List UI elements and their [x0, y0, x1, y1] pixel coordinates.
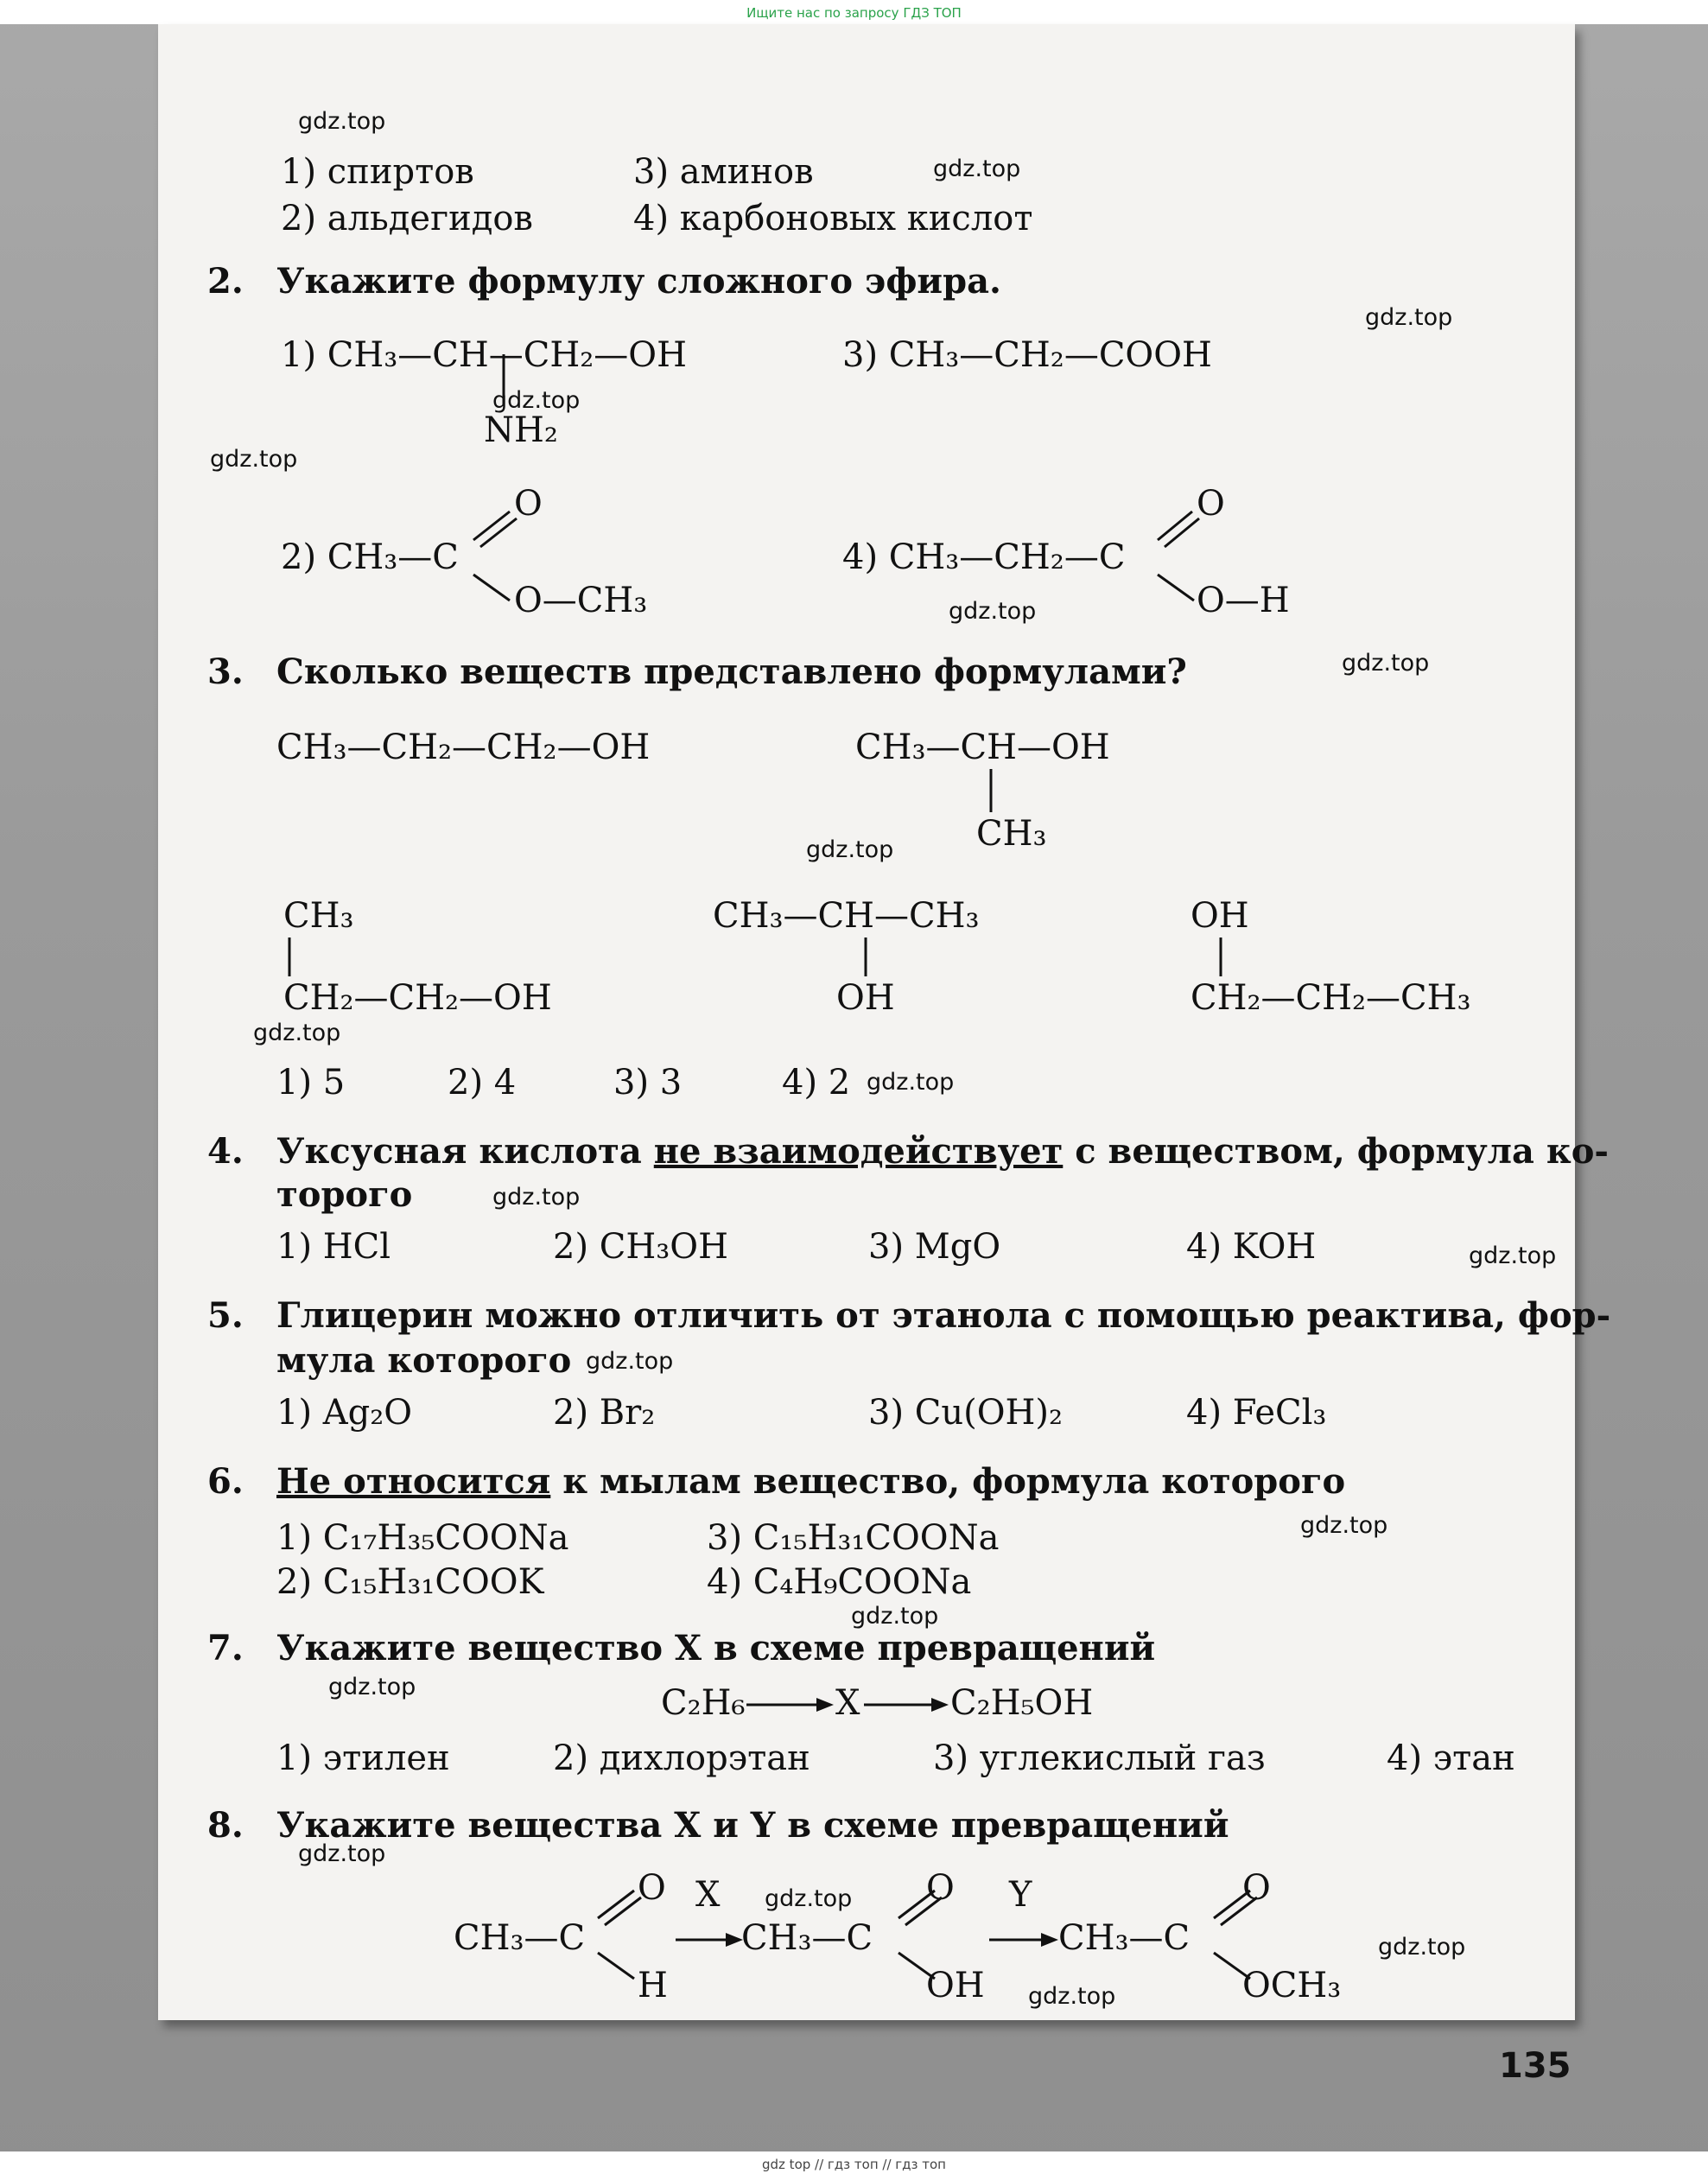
- q8-molecule-3-O: O: [1242, 1868, 1271, 1908]
- q8-text: Укажите вещества X и Y в схеме превращений: [276, 1805, 1229, 1846]
- watermark: gdz.top: [933, 156, 1021, 182]
- q8-label-x: X: [695, 1875, 721, 1915]
- q2-option-1: 1) CH₃—CH—CH₂—OH: [281, 335, 687, 375]
- bond-q2-o4-double-b: [1165, 518, 1199, 547]
- q5-option-3: 3) Cu(OH)₂: [868, 1393, 1064, 1433]
- arrowhead-q7-1: [816, 1698, 834, 1712]
- q5-text-line2: мула которого: [276, 1340, 572, 1381]
- watermark: gdz.top: [765, 1885, 853, 1912]
- q8-molecule-2-tail: OH: [926, 1966, 985, 2005]
- q1-option-1: 1) спиртов: [281, 152, 474, 192]
- arrowhead-q8-x: [726, 1933, 743, 1947]
- watermark: gdz.top: [492, 387, 581, 414]
- q7-scheme-x: X: [835, 1683, 860, 1723]
- q8-molecule-2: CH₃—C: [741, 1918, 873, 1958]
- q4-option-2: 2) CH₃OH: [553, 1227, 728, 1267]
- q4-text-b: с веществом, формула ко-: [1063, 1131, 1609, 1172]
- q6-text: [276, 1462, 1345, 1502]
- watermark: gdz.top: [492, 1184, 581, 1211]
- q7-text: Укажите вещество X в схеме превращений: [276, 1628, 1156, 1668]
- watermark: gdz.top: [1028, 1983, 1116, 2010]
- q2-option-4: 4) CH₃—CH₂—C: [842, 537, 1126, 577]
- q3-option-2: 2) 4: [448, 1063, 517, 1103]
- q3-formula-2: CH₃—CH—OH: [855, 728, 1110, 767]
- q8-molecule-1-O: O: [638, 1868, 666, 1908]
- bond-q2-o2-single: [473, 575, 510, 601]
- q2-option-3: 3) CH₃—CH₂—COOH: [842, 335, 1212, 375]
- q6-option-2: 2) C₁₅H₃₁COOK: [276, 1562, 544, 1602]
- q7-scheme-end: C₂H₅OH: [950, 1683, 1094, 1723]
- q4-option-1: 1) HCl: [276, 1227, 391, 1267]
- footer-note: gdz top // гдз топ // гдз топ: [762, 2157, 946, 2172]
- page-number: 135: [1499, 2046, 1571, 2086]
- watermark: gdz.top: [586, 1348, 674, 1375]
- watermark: gdz.top: [1342, 650, 1430, 677]
- watermark: gdz.top: [328, 1674, 416, 1700]
- watermark: gdz.top: [210, 446, 298, 473]
- q8-molecule-3: CH₃—C: [1058, 1918, 1191, 1958]
- q4-text-underlined: не взаимодействует: [653, 1131, 1064, 1172]
- q7-option-2: 2) дихлорэтан: [553, 1738, 810, 1778]
- arrowhead-q8-y: [1041, 1933, 1058, 1947]
- q3-text: Сколько веществ представлено формулами?: [276, 651, 1187, 692]
- q6-option-4: 4) C₄H₉COONa: [707, 1562, 972, 1602]
- q7-option-4: 4) этан: [1387, 1738, 1515, 1778]
- q8-molecule-3-tail: OCH₃: [1242, 1966, 1342, 2005]
- q3-formula-3-top: CH₃: [283, 896, 354, 936]
- bond-q8-m1-double-b: [605, 1897, 641, 1925]
- q6-text-underlined: Не относится: [276, 1461, 551, 1502]
- bond-q8-m1-single: [598, 1953, 634, 1979]
- bond-q2-o4-single: [1158, 575, 1194, 601]
- q3-option-1: 1) 5: [276, 1063, 346, 1103]
- q5-text: Глицерин можно отличить от этанола с помощью реактива, фор-: [276, 1295, 1611, 1336]
- q3-formula-5: CH₂—CH₂—CH₃: [1191, 978, 1471, 1018]
- q3-option-3: 3) 3: [613, 1063, 683, 1103]
- watermark: gdz.top: [1378, 1934, 1466, 1961]
- watermark: gdz.top: [298, 1840, 386, 1867]
- q4-option-3: 3) MgO: [868, 1227, 1001, 1267]
- q4-option-4: 4) KOH: [1186, 1227, 1317, 1267]
- q4-number: 4.: [207, 1131, 244, 1172]
- q6-option-1: 1) C₁₇H₃₅COONa: [276, 1518, 569, 1558]
- q8-molecule-2-O: O: [926, 1868, 955, 1908]
- q4-text-a: Уксусная кислота: [276, 1131, 654, 1172]
- watermark: gdz.top: [1469, 1243, 1557, 1269]
- q8-molecule-1: CH₃—C: [454, 1918, 586, 1958]
- watermark: gdz.top: [1365, 304, 1453, 331]
- q5-option-1: 1) Ag₂O: [276, 1393, 413, 1433]
- watermark: gdz.top: [949, 598, 1037, 625]
- q2-option-2-tail: O—CH₃: [514, 581, 648, 620]
- watermark: gdz.top: [253, 1020, 341, 1046]
- q6-option-3: 3) C₁₅H₃₁COONa: [707, 1518, 1000, 1558]
- q2-option-2: 2) CH₃—C: [281, 537, 459, 577]
- q7-scheme-start: C₂H₆: [661, 1683, 746, 1723]
- q7-option-1: 1) этилен: [276, 1738, 450, 1778]
- q6-number: 6.: [207, 1461, 244, 1502]
- q4-text-line2: торого: [276, 1174, 413, 1215]
- q7-option-3: 3) углекислый газ: [933, 1738, 1266, 1778]
- arrowhead-q7-2: [931, 1698, 949, 1712]
- q2-number: 2.: [207, 261, 244, 302]
- watermark: gdz.top: [806, 836, 894, 863]
- watermark: gdz.top: [298, 108, 386, 135]
- watermark: gdz.top: [867, 1069, 955, 1096]
- q3-formula-4-sub: OH: [836, 978, 895, 1018]
- q8-label-y: Y: [1009, 1875, 1032, 1915]
- q3-number: 3.: [207, 651, 244, 692]
- q3-option-4: 4) 2: [782, 1063, 851, 1103]
- q7-number: 7.: [207, 1628, 244, 1668]
- header-note: Ищите нас по запросу ГДЗ ТОП: [746, 5, 962, 21]
- q8-number: 8.: [207, 1805, 244, 1846]
- q3-formula-2-sub: CH₃: [976, 814, 1047, 854]
- q2-text: Укажите формулу сложного эфира.: [276, 261, 1001, 302]
- q3-formula-3: CH₂—CH₂—OH: [283, 978, 552, 1018]
- q1-option-2: 2) альдегидов: [281, 199, 533, 238]
- q6-text-rest: к мылам вещество, формула которого: [550, 1461, 1346, 1502]
- q1-option-3: 3) аминов: [633, 152, 814, 192]
- q2-option-2-O: O: [514, 484, 543, 524]
- watermark: gdz.top: [1300, 1512, 1388, 1539]
- q5-option-2: 2) Br₂: [553, 1393, 656, 1433]
- bond-q2-o2-double-b: [480, 518, 517, 547]
- q5-option-4: 4) FeCl₃: [1186, 1393, 1327, 1433]
- q3-formula-4: CH₃—CH—CH₃: [713, 896, 980, 936]
- watermark: gdz.top: [851, 1603, 939, 1630]
- q2-option-4-tail: O—H: [1197, 581, 1290, 620]
- q4-text: [276, 1132, 1609, 1172]
- q3-formula-1: CH₃—CH₂—CH₂—OH: [276, 728, 651, 767]
- q3-formula-5-top: OH: [1191, 896, 1249, 936]
- q2-option-1-sub: NH₂: [484, 410, 558, 450]
- bond-q2-o2-double-a: [473, 512, 510, 540]
- bond-q8-m1-double-a: [598, 1891, 634, 1918]
- bond-q2-o4-double-a: [1158, 512, 1192, 540]
- q1-option-4: 4) карбоновых кислот: [633, 199, 1033, 238]
- q2-option-4-O: O: [1197, 484, 1225, 524]
- q8-molecule-1-tail: H: [638, 1966, 668, 2005]
- q5-number: 5.: [207, 1295, 244, 1336]
